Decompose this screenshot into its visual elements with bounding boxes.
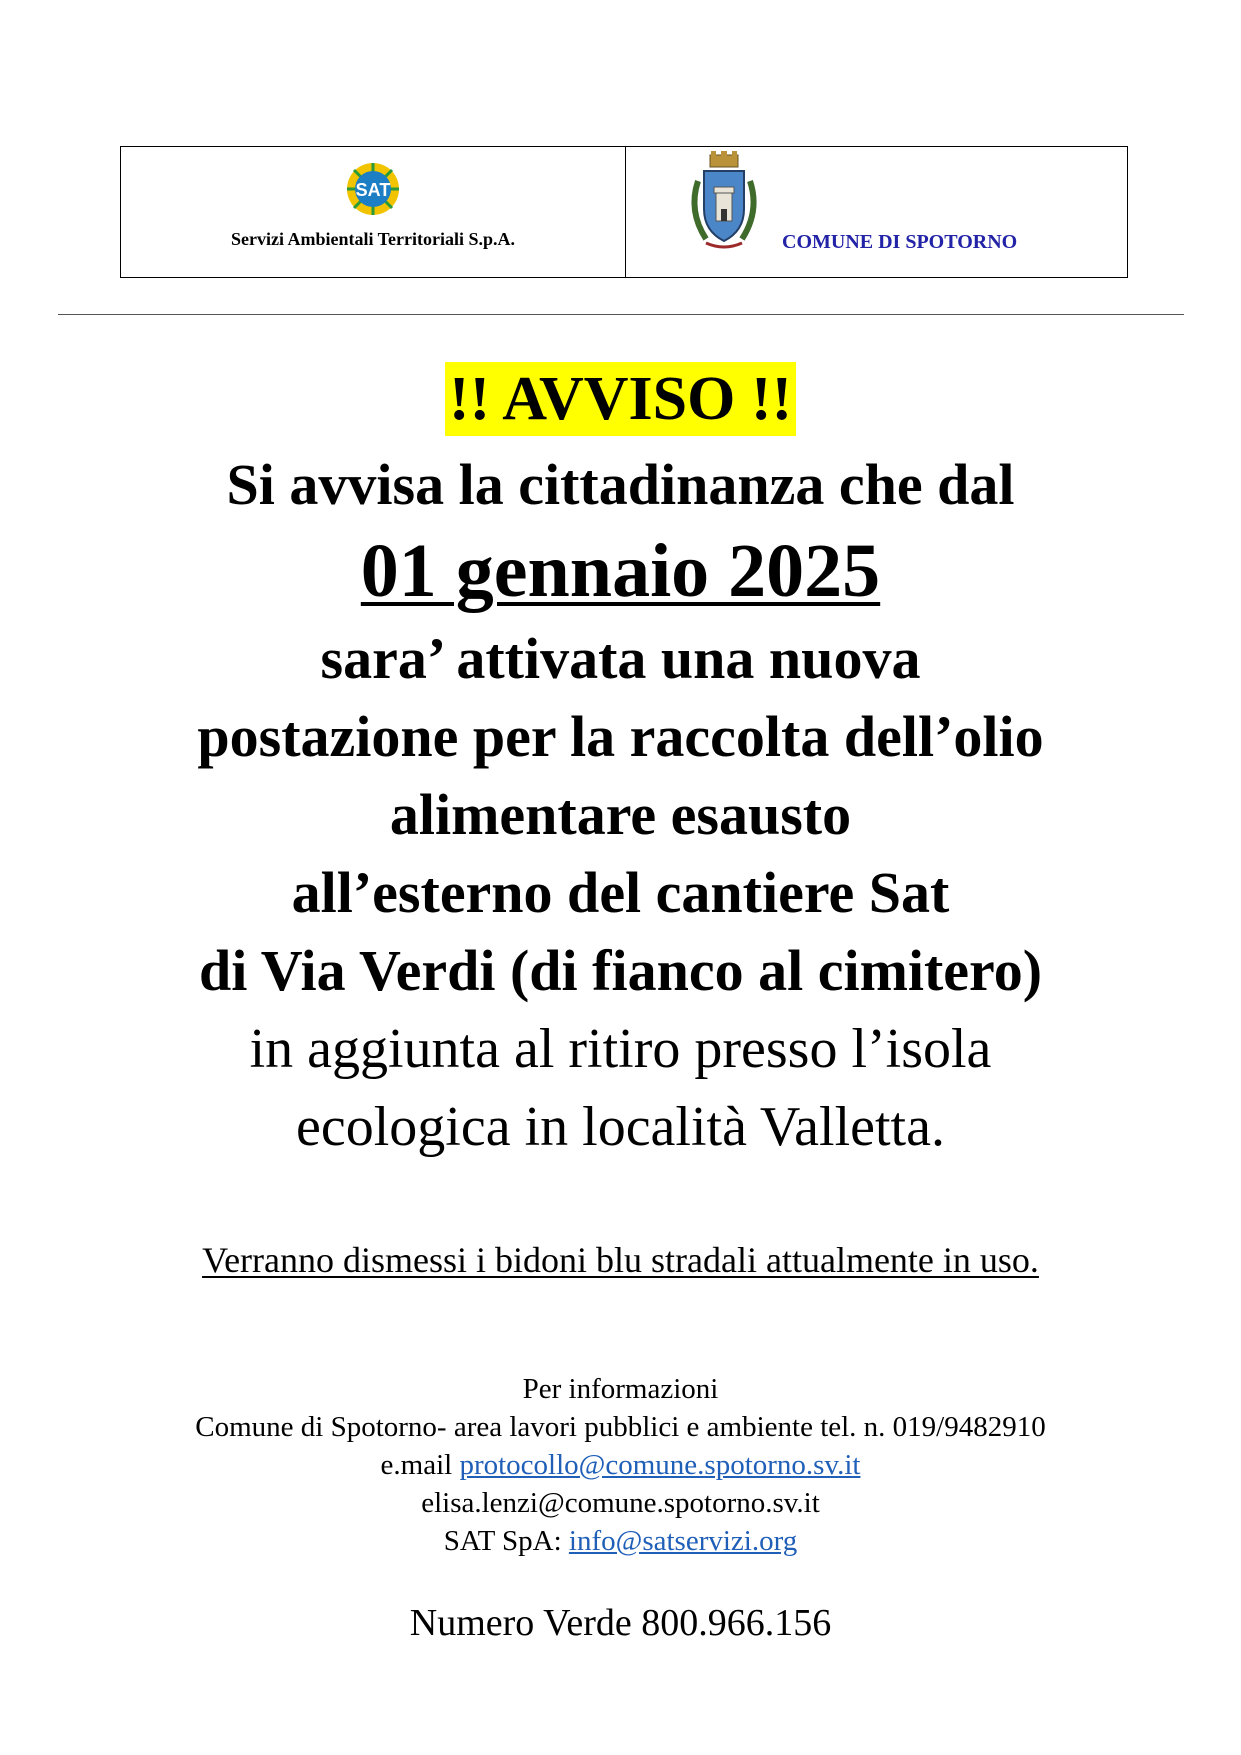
info-heading: Per informazioni	[522, 1373, 719, 1405]
dismissal-note: Verranno dismessi i bidoni blu stradali attualmente in uso.	[202, 1240, 1039, 1280]
notice-line-5: di Via Verdi (di fianco al cimitero)	[198, 938, 1043, 1003]
sat-header-cell	[121, 147, 626, 277]
sat-contact-label: SAT SpA:	[443, 1525, 569, 1557]
separator-rule	[58, 314, 1184, 315]
email-lenzi: elisa.lenzi@comune.spotorno.sv.it	[421, 1487, 820, 1519]
notice-line-3: alimentare esausto	[389, 782, 852, 847]
sat-logo-text: SAT	[355, 180, 391, 200]
email-protocollo-link[interactable]: protocollo@comune.spotorno.sv.it	[459, 1449, 861, 1481]
notice-intro: Si avvisa la cittadinanza che dal	[226, 452, 1015, 517]
avviso-title-row	[0, 362, 1241, 436]
notice-date: 01 gennaio 2025	[360, 529, 881, 613]
avviso-title: !! AVVISO !!	[445, 362, 796, 436]
email-row	[0, 1446, 1241, 1484]
numero-verde: Numero Verde 800.966.156	[409, 1602, 832, 1644]
email-label: e.mail	[380, 1449, 460, 1481]
sat-company-name: Servizi Ambientali Territoriali S.p.A.	[231, 229, 515, 249]
notice-line-4: all’esterno del cantiere Sat	[291, 860, 950, 925]
sat-email-link[interactable]: info@satservizi.org	[568, 1525, 798, 1557]
comune-name: COMUNE DI SPOTORNO	[782, 231, 1018, 253]
notice-line-7: ecologica in località Valletta.	[296, 1096, 945, 1158]
sat-contact-row	[0, 1522, 1241, 1560]
comune-contact: Comune di Spotorno- area lavori pubblici e ambiente tel. n. 019/9482910	[195, 1411, 1046, 1443]
header-table	[120, 146, 1128, 278]
comune-crest-icon	[684, 151, 764, 251]
notice-line-1: sara’ attivata una nuova	[320, 626, 921, 691]
comune-header-cell	[626, 147, 1127, 277]
sat-logo-icon	[345, 161, 401, 217]
notice-line-2: postazione per la raccolta dell’olio	[197, 704, 1044, 769]
notice-line-6: in aggiunta al ritiro presso l’isola	[249, 1018, 992, 1080]
